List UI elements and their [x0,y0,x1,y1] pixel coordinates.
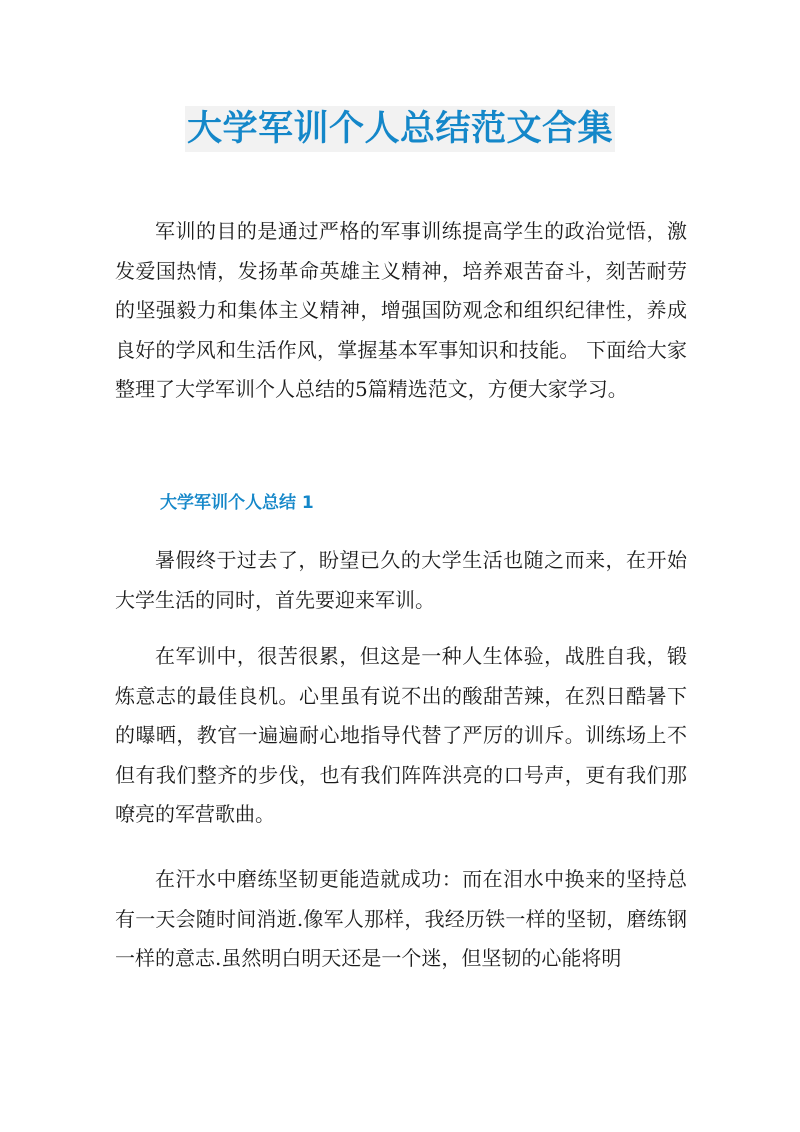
section-paragraph-block [115,541,687,620]
intro-paragraph: 军训的目的是通过严格的军事训练提高学生的政治觉悟，激发爱国热情，发扬革命英雄主义精神，培养艰苦奋斗，刻苦耐劳的坚强毅力和集体主义精神，增强国防观念和组织纪律性，养成良好的学风和生活作风，掌握基本军事知识和技能。 下面给大家整理了大学军训个人总结的5篇精选范文，方便大家学习。 [115,219,687,402]
document-title: 大学军训个人总结范文合集 [185,106,615,152]
section-paragraph: 在军训中，很苦很累，但这是一种人生体验，战胜自我，锻炼意志的最佳良机。心里虽有说不出的酸甜苦辣，在烈日酷暑下的曝晒，教官一遍遍耐心地指导代替了严厉的训斥。训练场上不但有我们整齐的步伐，也有我们阵阵洪亮的口号声，更有我们那嘹亮的军营歌曲。 [115,644,687,827]
title-container [0,106,800,152]
intro-block [115,212,687,410]
section-paragraph-block [115,637,687,835]
section-paragraph: 暑假终于过去了，盼望已久的大学生活也随之而来，在开始大学生活的同时，首先要迎来军训。 [115,548,687,612]
section-heading: 大学军训个人总结 1 [160,493,314,513]
section-paragraph: 在汗水中磨练坚韧更能造就成功：而在泪水中换来的坚持总有一天会随时间消逝.像军人那样，我经历铁一样的坚韧，磨练钢一样的意志.虽然明白明天还是一个迷，但坚韧的心能将明 [115,867,687,971]
section-paragraph-block [115,860,687,979]
